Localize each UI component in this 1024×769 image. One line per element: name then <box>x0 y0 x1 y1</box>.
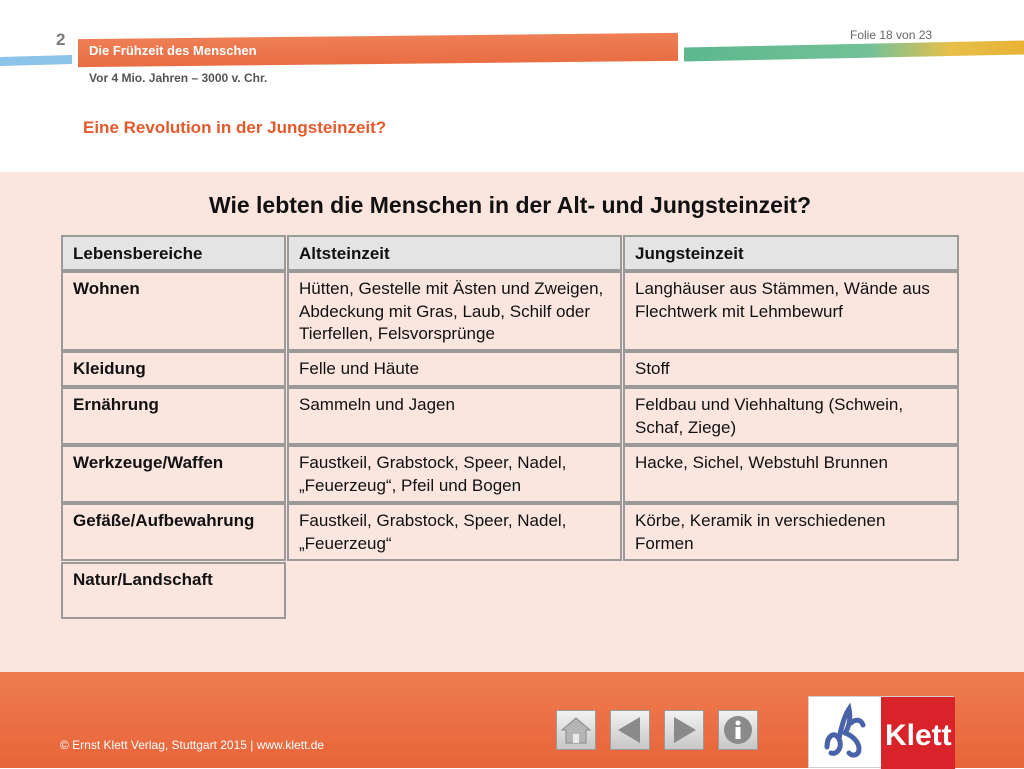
table-row-label: Wohnen <box>61 271 286 351</box>
home-icon <box>560 715 592 745</box>
table-row-label: Werkzeuge/Waffen <box>61 445 286 503</box>
table-header-cell: Lebensbereiche <box>61 235 286 271</box>
previous-button[interactable] <box>610 710 650 750</box>
slide-content <box>0 172 1024 672</box>
slide-footer <box>0 672 1024 768</box>
table-cell: Langhäuser aus Stämmen, Wände aus Flechtwerk mit Lehmbewurf <box>623 271 959 351</box>
next-button[interactable] <box>664 710 704 750</box>
table-cell: Körbe, Keramik in verschiedenen Formen <box>623 503 959 561</box>
era-subtitle: Vor 4 Mio. Jahren – 3000 v. Chr. <box>89 71 268 85</box>
main-heading: Wie lebten die Menschen in der Alt- und Jungsteinzeit? <box>208 192 812 218</box>
slide-header <box>0 0 1024 172</box>
copyright-text: © Ernst Klett Verlag, Stuttgart 2015 | www.klett.de <box>60 738 325 752</box>
table-cell: Feldbau und Viehhaltung (Schwein, Schaf, Ziege) <box>623 387 959 445</box>
chapter-number: 2 <box>56 30 66 49</box>
table-header-cell: Jungsteinzeit <box>623 235 959 271</box>
table-cell: Faustkeil, Grabstock, Speer, Nadel, „Feuerzeug“ <box>287 503 622 561</box>
info-button[interactable] <box>718 710 758 750</box>
blue-stripe <box>0 55 72 66</box>
table-header-cell: Altsteinzeit <box>287 235 622 271</box>
arrow-left-icon <box>614 714 646 746</box>
table-row-label: Gefäße/Aufbewahrung <box>61 503 286 561</box>
logo-text: Klett <box>885 719 952 752</box>
table-cell: Hütten, Gestelle mit Ästen und Zweigen, Abdeckung mit Gras, Laub, Schilf oder Tierfellen, Felsvorsprünge <box>287 271 622 351</box>
table-row-label: Ernährung <box>61 387 286 445</box>
home-button[interactable] <box>556 710 596 750</box>
table-cell: Felle und Häute <box>287 351 622 387</box>
table-cell: Hacke, Sichel, Webstuhl Brunnen <box>623 445 959 503</box>
table-cell: Faustkeil, Grabstock, Speer, Nadel, „Feuerzeug“, Pfeil und Bogen <box>287 445 622 503</box>
info-icon <box>722 714 754 746</box>
green-stripe <box>684 40 1024 61</box>
topic-title: Eine Revolution in der Jungsteinzeit? <box>83 118 387 137</box>
table-cell: Sammeln und Jagen <box>287 387 622 445</box>
slide-counter: Folie 18 von 23 <box>850 28 933 42</box>
table-cell: Stoff <box>623 351 959 387</box>
table-row-label: Natur/Landschaft <box>61 562 286 619</box>
arrow-right-icon <box>668 714 700 746</box>
klett-logo <box>808 696 954 768</box>
chapter-title: Die Frühzeit des Menschen <box>89 43 257 58</box>
table-row-label: Kleidung <box>61 351 286 387</box>
klett-emblem-icon <box>815 697 875 769</box>
